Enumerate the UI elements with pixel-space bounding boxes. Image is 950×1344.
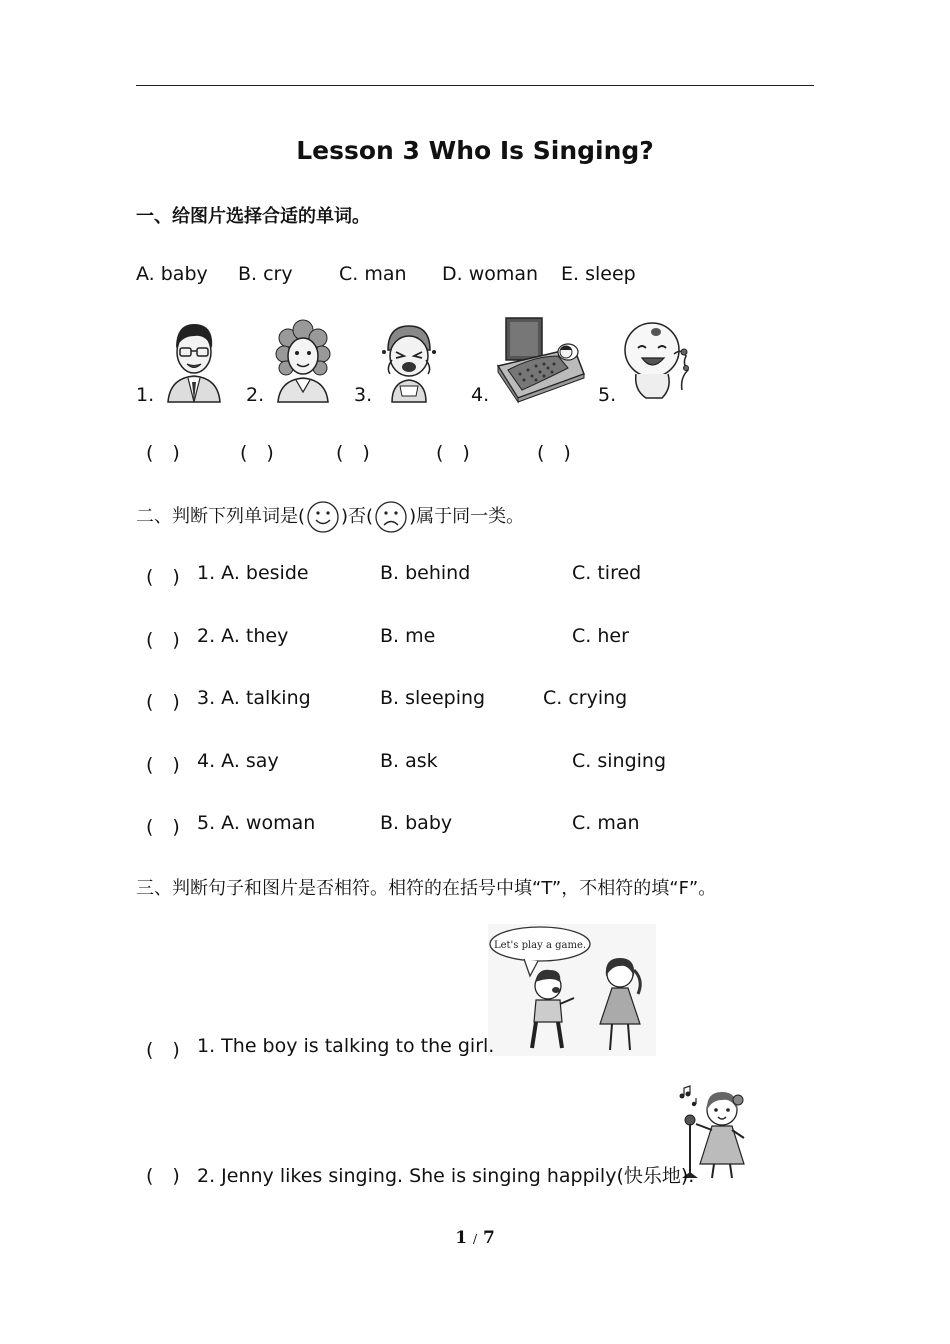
statement-2: 2. Jenny likes singing. She is singing happily(快乐地). [197,1165,695,1187]
section1-heading: 一、给图片选择合适的单词。 [136,206,370,227]
row5-option-b: B. baby [380,812,453,834]
row4-option-c: C. singing [572,750,667,772]
row2-option-c: C. her [572,625,629,647]
laughing-baby-icon [622,318,694,402]
page-number [0,1228,950,1248]
option-c: C. man [339,263,407,285]
row4-option-b: B. ask [380,750,438,772]
answer-blank[interactable]: ( ) [146,442,180,464]
answer-blank[interactable]: ( ) [146,754,180,776]
current-page: 1 [455,1228,468,1248]
answer-blank[interactable]: ( ) [146,629,180,651]
answer-blank[interactable]: ( ) [146,1039,180,1061]
row1-option-a: 1. A. beside [197,562,309,584]
section3-heading: 三、判断句子和图片是否相符。相符的在括号中填“T”，不相符的填“F”。 [136,878,717,899]
answer-blank[interactable]: ( ) [240,442,274,464]
picture-number: 3. [354,384,373,406]
section2-heading [136,500,524,534]
option-b: B. cry [238,263,293,285]
curly-haired-woman-icon [272,318,334,402]
option-d: D. woman [442,263,539,285]
row5-option-a: 5. A. woman [197,812,316,834]
row1-option-c: C. tired [572,562,642,584]
man-with-glasses-icon [162,318,226,402]
answer-blank[interactable]: ( ) [146,1165,180,1187]
section2-heading-post: )属于同一类。 [409,506,525,527]
answer-blank[interactable]: ( ) [146,691,180,713]
sleeping-person-icon [494,316,586,402]
section2-heading-mid: )否( [341,506,374,527]
answer-blank[interactable]: ( ) [146,566,180,588]
total-pages: 7 [482,1228,495,1248]
answer-blank[interactable]: ( ) [436,442,470,464]
sad-face-icon [374,500,408,534]
page-separator: / [472,1232,478,1246]
page-title: Lesson 3 Who Is Singing? [296,136,654,165]
row2-option-b: B. me [380,625,436,647]
option-a: A. baby [136,263,208,285]
picture-number: 4. [471,384,490,406]
row4-option-a: 4. A. say [197,750,279,772]
answer-blank[interactable]: ( ) [336,442,370,464]
boy-talking-to-girl-icon [488,924,656,1056]
answer-blank[interactable]: ( ) [537,442,571,464]
option-e: E. sleep [561,263,636,285]
row3-option-b: B. sleeping [380,687,486,709]
row5-option-c: C. man [572,812,640,834]
speech-bubble-text: Let's play a game. [493,940,587,951]
crying-child-icon [378,322,440,402]
picture-number: 5. [598,384,617,406]
picture-number: 1. [136,384,155,406]
row3-option-c: C. crying [543,687,628,709]
section2-heading-pre: 二、判断下列单词是( [136,506,306,527]
row2-option-a: 2. A. they [197,625,289,647]
header-rule [136,85,814,86]
row3-option-a: 3. A. talking [197,687,311,709]
answer-blank[interactable]: ( ) [146,816,180,838]
row1-option-b: B. behind [380,562,471,584]
statement-1: 1. The boy is talking to the girl. [197,1035,495,1057]
picture-number: 2. [246,384,265,406]
smiley-face-icon [306,500,340,534]
